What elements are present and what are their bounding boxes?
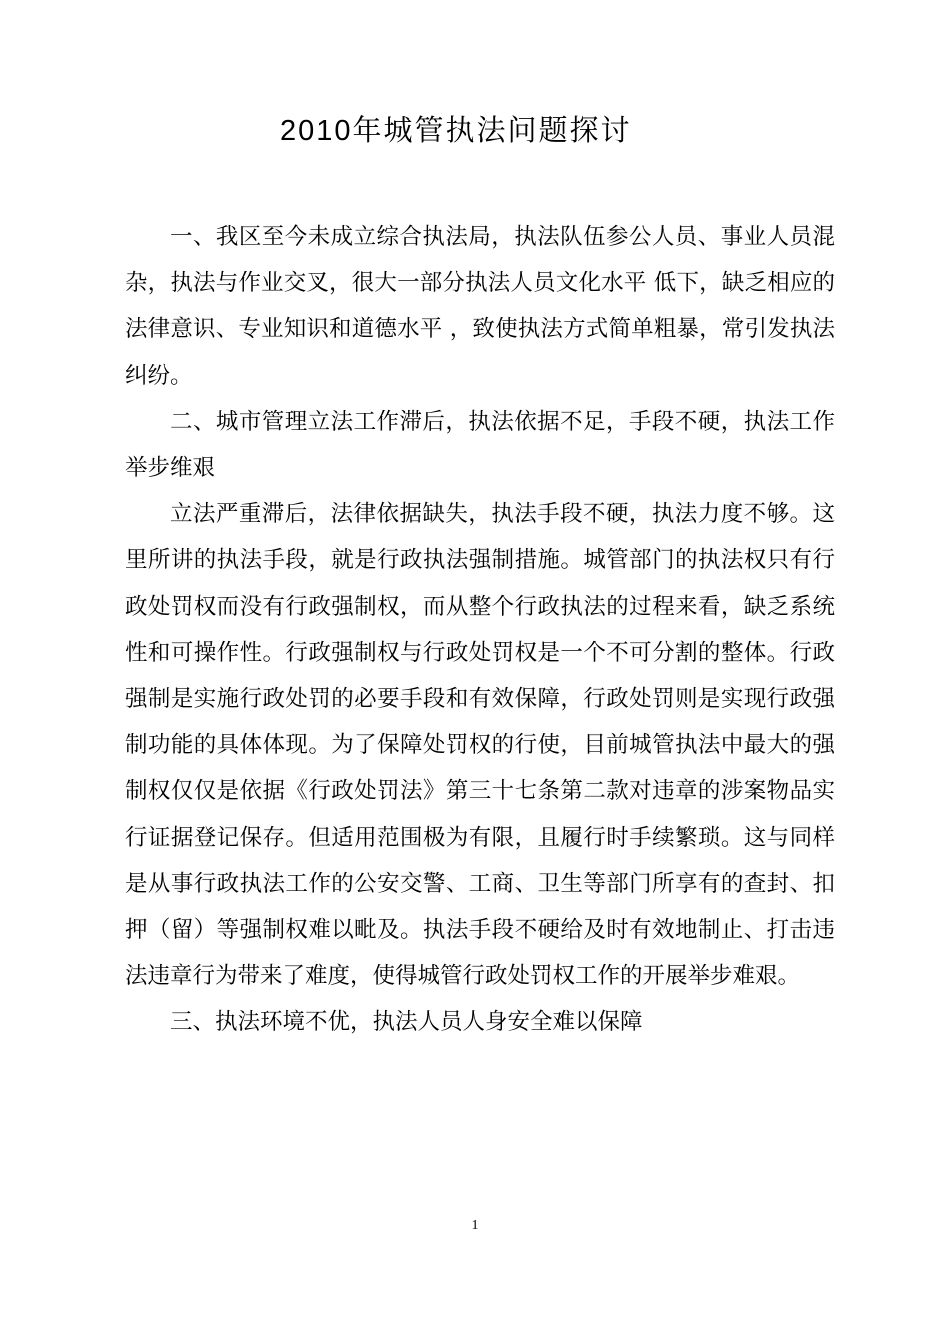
paragraph-2: 二、城市管理立法工作滞后，执法依据不足，手段不硬，执法工作举步维艰 — [125, 408, 835, 482]
document-title: 2010年城管执法问题探讨 — [280, 115, 632, 147]
paragraph-3: 立法严重滞后，法律依据缺失，执法手段不硬，执法力度不够。这里所讲的执法手段，就是行政执法强制措施。城管部门的执法权只有行政处罚权而没有行政强制权，而从整个行政执法的过程来看，缺乏系统性和可操作性。行政强制权与行政处罚权是一个不可分割的整体。行政强制是实施行政处罚的必要手段和有效保障，行政处罚则是实现行政强制功能的具体体现。为了保障处罚权的行使，目前城管执法中最大的强制权仅仅是依据《行政处罚法》第三十七条第二款对违章的涉案物品实行证据登记保存。但适用范围极为有限，且履行时手续繁琐。这与同样是从事行政执法工作的公安交警、工商、卫生等部门所享有的查封、扣押（留）等强制权难以毗及。执法手段不硬给及时有效地制止、打击违法违章行为带来了难度，使得城管行政处罚权工作的开展举步难艰。 — [125, 501, 835, 990]
paragraph-1: 一、我区至今未成立综合执法局，执法队伍参公人员、事业人员混杂，执法与作业交叉，很大一部分执法人员文化水平 低下，缺乏相应的法律意识、专业知识和道德水平 ，致使执法方式简单粗暴，常引发执法纠纷。 — [125, 224, 835, 389]
document-body — [125, 214, 835, 1046]
page-number: 1 — [471, 1218, 479, 1233]
paragraph-4: 三、执法环境不优，执法人员人身安全难以保障 — [170, 1009, 643, 1036]
